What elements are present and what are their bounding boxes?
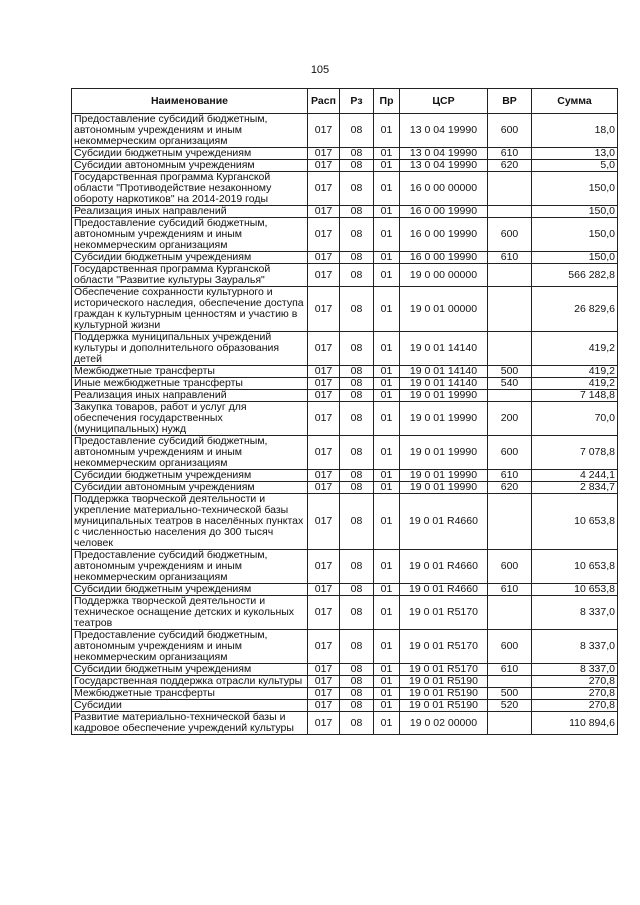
table-row [72,114,618,148]
cell-rz: 08 [340,172,374,206]
cell-name: Иные межбюджетные трансферты [72,378,308,390]
cell-rasp: 017 [308,436,340,470]
cell-csr: 19 0 01 R5170 [400,596,488,630]
cell-csr: 16 0 00 19990 [400,252,488,264]
cell-vr: 610 [488,584,532,596]
cell-sum: 150,0 [532,218,618,252]
cell-rz: 08 [340,114,374,148]
table-row [72,470,618,482]
cell-rasp: 017 [308,712,340,735]
cell-rz: 08 [340,596,374,630]
cell-vr: 610 [488,664,532,676]
cell-name: Субсидии автономным учреждениям [72,482,308,494]
cell-rz: 08 [340,630,374,664]
cell-rz: 08 [340,378,374,390]
cell-rz: 08 [340,160,374,172]
cell-pr: 01 [374,712,400,735]
cell-csr: 19 0 01 14140 [400,332,488,366]
cell-rasp: 017 [308,584,340,596]
cell-rz: 08 [340,482,374,494]
cell-sum: 26 829,6 [532,287,618,332]
cell-rasp: 017 [308,390,340,402]
cell-name: Развитие материально-технической базы и кадровое обеспечение учреждений культуры [72,712,308,735]
budget-table [71,88,618,735]
cell-name: Закупка товаров, работ и услуг для обеспечения государственных (муниципальных) нужд [72,402,308,436]
cell-csr: 19 0 01 14140 [400,378,488,390]
table-row [72,436,618,470]
table-row [72,264,618,287]
cell-csr: 19 0 02 00000 [400,712,488,735]
cell-rasp: 017 [308,332,340,366]
cell-name: Предоставление субсидий бюджетным, автономным учреждениям и иным некоммерческим организациям [72,114,308,148]
header-sum: Сумма [532,89,618,114]
table-row [72,206,618,218]
cell-sum: 419,2 [532,332,618,366]
cell-sum: 10 653,8 [532,550,618,584]
cell-csr: 19 0 00 00000 [400,264,488,287]
cell-csr: 19 0 01 19990 [400,402,488,436]
cell-csr: 19 0 01 R5170 [400,630,488,664]
cell-rasp: 017 [308,252,340,264]
cell-rasp: 017 [308,172,340,206]
cell-rasp: 017 [308,402,340,436]
cell-sum: 18,0 [532,114,618,148]
cell-csr: 13 0 04 19990 [400,148,488,160]
cell-csr: 13 0 04 19990 [400,114,488,148]
cell-name: Межбюджетные трансферты [72,688,308,700]
cell-sum: 7 078,8 [532,436,618,470]
cell-vr [488,332,532,366]
cell-rasp: 017 [308,366,340,378]
cell-rz: 08 [340,664,374,676]
cell-csr: 16 0 00 00000 [400,172,488,206]
cell-sum: 7 148,8 [532,390,618,402]
cell-name: Субсидии автономным учреждениям [72,160,308,172]
header-rasp: Расп [308,89,340,114]
table-row [72,596,618,630]
table-row [72,630,618,664]
cell-sum: 13,0 [532,148,618,160]
cell-pr: 01 [374,584,400,596]
cell-rasp: 017 [308,218,340,252]
cell-vr: 600 [488,218,532,252]
table-row [72,700,618,712]
cell-rz: 08 [340,390,374,402]
cell-rz: 08 [340,584,374,596]
cell-rasp: 017 [308,630,340,664]
cell-vr [488,287,532,332]
cell-sum: 110 894,6 [532,712,618,735]
cell-vr: 600 [488,550,532,584]
cell-rasp: 017 [308,206,340,218]
header-csr: ЦСР [400,89,488,114]
cell-sum: 150,0 [532,206,618,218]
table-row [72,332,618,366]
cell-pr: 01 [374,470,400,482]
cell-vr [488,712,532,735]
cell-rz: 08 [340,148,374,160]
cell-rz: 08 [340,287,374,332]
cell-vr [488,596,532,630]
cell-rasp: 017 [308,482,340,494]
table-row [72,688,618,700]
cell-pr: 01 [374,114,400,148]
cell-pr: 01 [374,366,400,378]
cell-name: Предоставление субсидий бюджетным, автономным учреждениям и иным некоммерческим организациям [72,630,308,664]
cell-csr: 13 0 04 19990 [400,160,488,172]
cell-rasp: 017 [308,664,340,676]
cell-rz: 08 [340,218,374,252]
cell-sum: 70,0 [532,402,618,436]
cell-rasp: 017 [308,550,340,584]
cell-rasp: 017 [308,114,340,148]
cell-rz: 08 [340,470,374,482]
cell-name: Реализация иных направлений [72,206,308,218]
cell-rasp: 017 [308,148,340,160]
cell-name: Субсидии бюджетным учреждениям [72,584,308,596]
header-pr: Пр [374,89,400,114]
cell-csr: 16 0 00 19990 [400,218,488,252]
header-rz: Рз [340,89,374,114]
cell-rasp: 017 [308,378,340,390]
table-header-row [72,89,618,114]
cell-rasp: 017 [308,688,340,700]
cell-sum: 419,2 [532,378,618,390]
cell-rz: 08 [340,494,374,550]
cell-vr: 610 [488,148,532,160]
cell-name: Государственная поддержка отрасли культуры [72,676,308,688]
cell-csr: 19 0 01 R4660 [400,584,488,596]
cell-name: Субсидии бюджетным учреждениям [72,148,308,160]
cell-rasp: 017 [308,264,340,287]
cell-csr: 19 0 01 R4660 [400,494,488,550]
cell-sum: 10 653,8 [532,494,618,550]
cell-rasp: 017 [308,700,340,712]
cell-rz: 08 [340,712,374,735]
cell-vr: 610 [488,470,532,482]
cell-rasp: 017 [308,470,340,482]
cell-name: Предоставление субсидий бюджетным, автономным учреждениям и иным некоммерческим организациям [72,550,308,584]
cell-csr: 19 0 01 R4660 [400,550,488,584]
table-row [72,378,618,390]
cell-vr: 500 [488,688,532,700]
cell-rz: 08 [340,366,374,378]
cell-csr: 19 0 01 R5190 [400,688,488,700]
cell-pr: 01 [374,688,400,700]
cell-vr: 600 [488,436,532,470]
cell-name: Поддержка муниципальных учреждений культуры и дополнительного образования детей [72,332,308,366]
cell-name: Реализация иных направлений [72,390,308,402]
cell-pr: 01 [374,482,400,494]
table-row [72,402,618,436]
cell-pr: 01 [374,630,400,664]
cell-vr: 540 [488,378,532,390]
cell-rasp: 017 [308,494,340,550]
cell-rz: 08 [340,688,374,700]
cell-sum: 419,2 [532,366,618,378]
cell-rz: 08 [340,402,374,436]
cell-pr: 01 [374,664,400,676]
cell-vr: 600 [488,630,532,664]
table-row [72,482,618,494]
cell-name: Субсидии [72,700,308,712]
cell-vr: 620 [488,482,532,494]
cell-rz: 08 [340,550,374,584]
cell-pr: 01 [374,218,400,252]
table-row [72,550,618,584]
cell-csr: 19 0 01 R5190 [400,676,488,688]
cell-pr: 01 [374,700,400,712]
cell-name: Предоставление субсидий бюджетным, автономным учреждениям и иным некоммерческим организациям [72,218,308,252]
table-row [72,218,618,252]
cell-csr: 16 0 00 19990 [400,206,488,218]
cell-pr: 01 [374,378,400,390]
cell-pr: 01 [374,436,400,470]
cell-csr: 19 0 01 19990 [400,470,488,482]
cell-rasp: 017 [308,160,340,172]
cell-vr: 610 [488,252,532,264]
cell-pr: 01 [374,172,400,206]
cell-pr: 01 [374,550,400,584]
table-row [72,172,618,206]
cell-pr: 01 [374,332,400,366]
cell-sum: 8 337,0 [532,664,618,676]
cell-pr: 01 [374,390,400,402]
cell-name: Обеспечение сохранности культурного и исторического наследия, обеспечение доступа граждан к культурным ценностям и участию в культурной жизни [72,287,308,332]
cell-pr: 01 [374,596,400,630]
cell-rasp: 017 [308,676,340,688]
cell-sum: 10 653,8 [532,584,618,596]
cell-pr: 01 [374,402,400,436]
cell-vr [488,264,532,287]
cell-pr: 01 [374,494,400,550]
header-name: Наименование [72,89,308,114]
cell-pr: 01 [374,287,400,332]
cell-csr: 19 0 01 14140 [400,366,488,378]
cell-name: Поддержка творческой деятельности и укрепление материально-технической базы муниципальных театров в населённых пунктах с численностью населения до 300 тысяч человек [72,494,308,550]
table-row [72,664,618,676]
cell-rz: 08 [340,436,374,470]
cell-sum: 270,8 [532,700,618,712]
cell-sum: 270,8 [532,676,618,688]
cell-pr: 01 [374,676,400,688]
cell-csr: 19 0 01 R5170 [400,664,488,676]
table-row [72,252,618,264]
cell-name: Субсидии бюджетным учреждениям [72,664,308,676]
cell-name: Субсидии бюджетным учреждениям [72,252,308,264]
cell-vr [488,494,532,550]
cell-name: Государственная программа Курганской области "Противодействие незаконному обороту наркотиков" на 2014-2019 годы [72,172,308,206]
cell-sum: 566 282,8 [532,264,618,287]
table-row [72,160,618,172]
cell-rasp: 017 [308,596,340,630]
cell-sum: 2 834,7 [532,482,618,494]
table-row [72,390,618,402]
cell-csr: 19 0 01 19990 [400,482,488,494]
cell-pr: 01 [374,148,400,160]
cell-csr: 19 0 01 00000 [400,287,488,332]
cell-sum: 270,8 [532,688,618,700]
cell-name: Межбюджетные трансферты [72,366,308,378]
cell-vr: 620 [488,160,532,172]
cell-csr: 19 0 01 19990 [400,436,488,470]
cell-vr [488,390,532,402]
cell-rz: 08 [340,332,374,366]
cell-sum: 8 337,0 [532,596,618,630]
cell-vr: 600 [488,114,532,148]
page-number: 105 [310,64,330,76]
table-row [72,287,618,332]
cell-sum: 5,0 [532,160,618,172]
cell-rz: 08 [340,252,374,264]
table-row [72,584,618,596]
cell-name: Субсидии бюджетным учреждениям [72,470,308,482]
cell-sum: 4 244,1 [532,470,618,482]
cell-vr: 520 [488,700,532,712]
table-row [72,676,618,688]
cell-csr: 19 0 01 19990 [400,390,488,402]
cell-sum: 150,0 [532,252,618,264]
table-row [72,712,618,735]
cell-rz: 08 [340,676,374,688]
cell-pr: 01 [374,160,400,172]
cell-name: Поддержка творческой деятельности и техническое оснащение детских и кукольных театров [72,596,308,630]
cell-pr: 01 [374,206,400,218]
header-vr: ВР [488,89,532,114]
cell-pr: 01 [374,264,400,287]
cell-csr: 19 0 01 R5190 [400,700,488,712]
cell-name: Предоставление субсидий бюджетным, автономным учреждениям и иным некоммерческим организациям [72,436,308,470]
cell-sum: 8 337,0 [532,630,618,664]
cell-name: Государственная программа Курганской области "Развитие культуры Зауралья" [72,264,308,287]
cell-rz: 08 [340,700,374,712]
cell-vr: 500 [488,366,532,378]
cell-vr [488,172,532,206]
cell-rz: 08 [340,264,374,287]
cell-sum: 150,0 [532,172,618,206]
cell-rz: 08 [340,206,374,218]
table-row [72,148,618,160]
cell-pr: 01 [374,252,400,264]
cell-vr [488,206,532,218]
cell-vr: 200 [488,402,532,436]
cell-vr [488,676,532,688]
cell-rasp: 017 [308,287,340,332]
table-row [72,366,618,378]
table-row [72,494,618,550]
